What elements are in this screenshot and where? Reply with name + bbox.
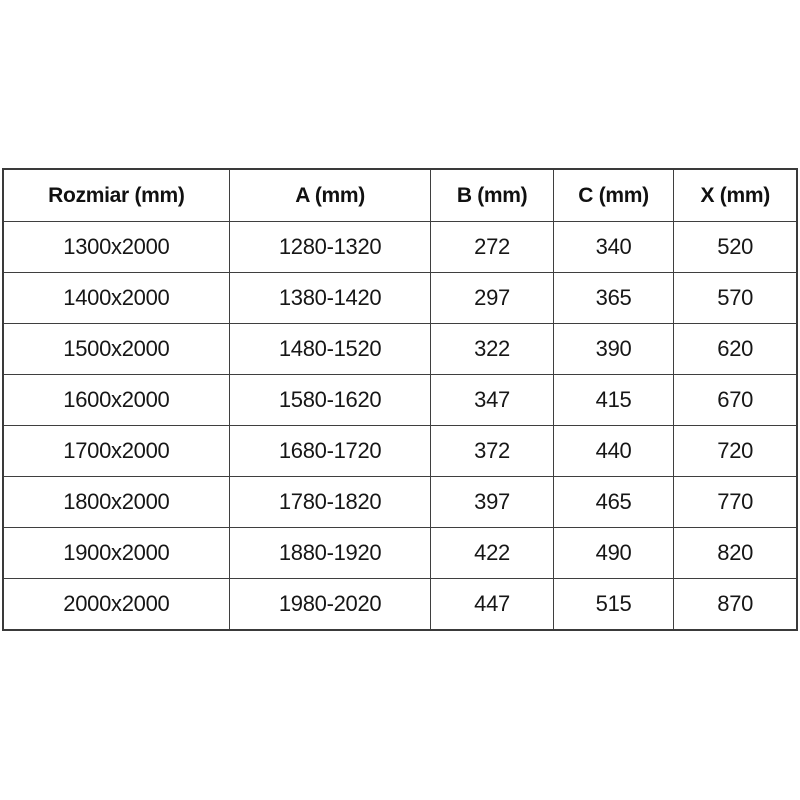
table-cell: 870	[674, 579, 797, 631]
table-cell: 297	[431, 273, 553, 324]
table-cell: 1700x2000	[3, 426, 229, 477]
table-cell: 390	[553, 324, 674, 375]
table-row	[3, 579, 797, 631]
table-cell: 1680-1720	[229, 426, 431, 477]
size-spec-table-container	[2, 168, 798, 631]
table-cell: 372	[431, 426, 553, 477]
table-body	[3, 222, 797, 631]
table-cell: 620	[674, 324, 797, 375]
table-cell: 1280-1320	[229, 222, 431, 273]
table-cell: 520	[674, 222, 797, 273]
table-cell: 1300x2000	[3, 222, 229, 273]
table-cell: 272	[431, 222, 553, 273]
table-cell: 340	[553, 222, 674, 273]
table-cell: 1880-1920	[229, 528, 431, 579]
table-cell: 322	[431, 324, 553, 375]
column-header-rozmiar: Rozmiar (mm)	[3, 169, 229, 222]
table-cell: 1980-2020	[229, 579, 431, 631]
table-row	[3, 222, 797, 273]
table-cell: 1800x2000	[3, 477, 229, 528]
table-header-row	[3, 169, 797, 222]
table-cell: 770	[674, 477, 797, 528]
table-cell: 1400x2000	[3, 273, 229, 324]
table-row	[3, 273, 797, 324]
table-cell: 1500x2000	[3, 324, 229, 375]
table-cell: 1780-1820	[229, 477, 431, 528]
table-cell: 422	[431, 528, 553, 579]
table-cell: 447	[431, 579, 553, 631]
table-cell: 365	[553, 273, 674, 324]
table-cell: 1900x2000	[3, 528, 229, 579]
table-cell: 820	[674, 528, 797, 579]
column-header-b: B (mm)	[431, 169, 553, 222]
table-cell: 397	[431, 477, 553, 528]
table-cell: 2000x2000	[3, 579, 229, 631]
table-row	[3, 375, 797, 426]
table-cell: 720	[674, 426, 797, 477]
table-cell: 1480-1520	[229, 324, 431, 375]
size-spec-table	[2, 168, 798, 631]
table-row	[3, 426, 797, 477]
column-header-c: C (mm)	[553, 169, 674, 222]
table-row	[3, 324, 797, 375]
column-header-x: X (mm)	[674, 169, 797, 222]
table-cell: 1600x2000	[3, 375, 229, 426]
table-cell: 515	[553, 579, 674, 631]
table-cell: 347	[431, 375, 553, 426]
table-row	[3, 477, 797, 528]
table-cell: 670	[674, 375, 797, 426]
table-cell: 570	[674, 273, 797, 324]
table-cell: 1380-1420	[229, 273, 431, 324]
table-cell: 1580-1620	[229, 375, 431, 426]
table-row	[3, 528, 797, 579]
table-header	[3, 169, 797, 222]
table-cell: 465	[553, 477, 674, 528]
table-cell: 490	[553, 528, 674, 579]
table-cell: 440	[553, 426, 674, 477]
column-header-a: A (mm)	[229, 169, 431, 222]
table-cell: 415	[553, 375, 674, 426]
